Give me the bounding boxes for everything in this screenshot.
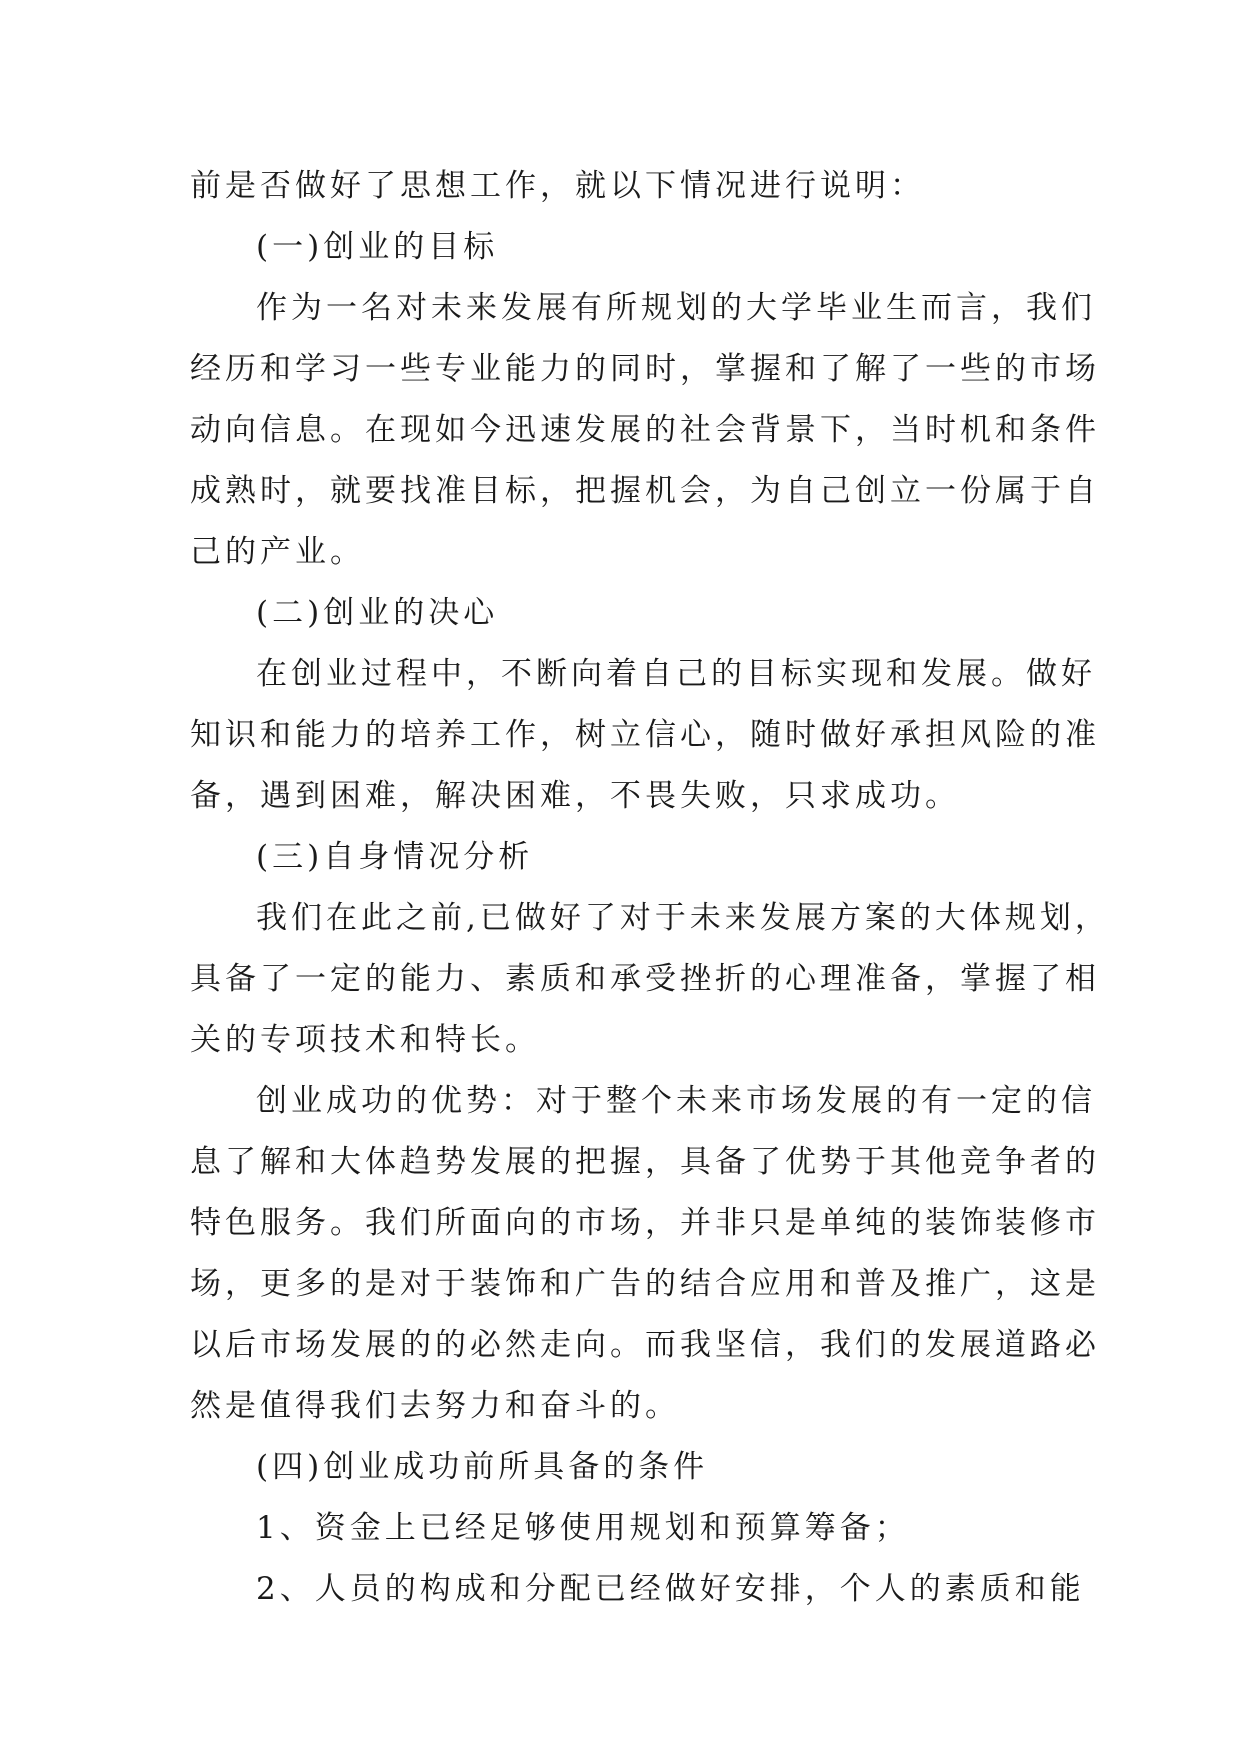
text-line: 成熟时，就要找准目标，把握机会，为自己创立一份属于自 xyxy=(190,473,1100,509)
text-line: 备，遇到困难，解决困难，不畏失败，只求成功。 xyxy=(190,778,960,814)
document-body xyxy=(190,156,1110,1620)
text-line: 前是否做好了思想工作，就以下情况进行说明： xyxy=(190,168,925,204)
text-line: 作为一名对未来发展有所规划的大学毕业生而言，我们 xyxy=(256,290,1096,326)
text-line: 经历和学习一些专业能力的同时，掌握和了解了一些的市场 xyxy=(190,351,1100,387)
text-line: 知识和能力的培养工作，树立信心，随时做好承担风险的准 xyxy=(190,717,1100,753)
text-line: 息了解和大体趋势发展的把握，具备了优势于其他竞争者的 xyxy=(190,1144,1100,1180)
section-heading: (二)创业的决心 xyxy=(256,595,499,631)
text-line: 己的产业。 xyxy=(190,534,365,570)
list-item: 1、资金上已经足够使用规划和预算筹备； xyxy=(256,1510,910,1546)
section-heading: (四)创业成功前所具备的条件 xyxy=(256,1449,709,1485)
text-line: 场，更多的是对于装饰和广告的结合应用和普及推广，这是 xyxy=(190,1266,1100,1302)
text-line: 动向信息。在现如今迅速发展的社会背景下，当时机和条件 xyxy=(190,412,1100,448)
text-line: 具备了一定的能力、素质和承受挫折的心理准备，掌握了相 xyxy=(190,961,1100,997)
text-line: 在创业过程中，不断向着自己的目标实现和发展。做好 xyxy=(256,656,1096,692)
section-heading: (一)创业的目标 xyxy=(256,229,499,265)
text-line: 以后市场发展的的必然走向。而我坚信，我们的发展道路必 xyxy=(190,1327,1100,1363)
text-line: 创业成功的优势：对于整个未来市场发展的有一定的信 xyxy=(256,1083,1096,1119)
text-line: 关的专项技术和特长。 xyxy=(190,1022,540,1058)
section-heading: (三)自身情况分析 xyxy=(256,839,534,875)
list-item: 2、人员的构成和分配已经做好安排，个人的素质和能 xyxy=(256,1571,1085,1607)
text-line: 特色服务。我们所面向的市场，并非只是单纯的装饰装修市 xyxy=(190,1205,1100,1241)
text-line: 然是值得我们去努力和奋斗的。 xyxy=(190,1388,680,1424)
text-line: 我们在此之前,已做好了对于未来发展方案的大体规划， xyxy=(256,900,1110,936)
